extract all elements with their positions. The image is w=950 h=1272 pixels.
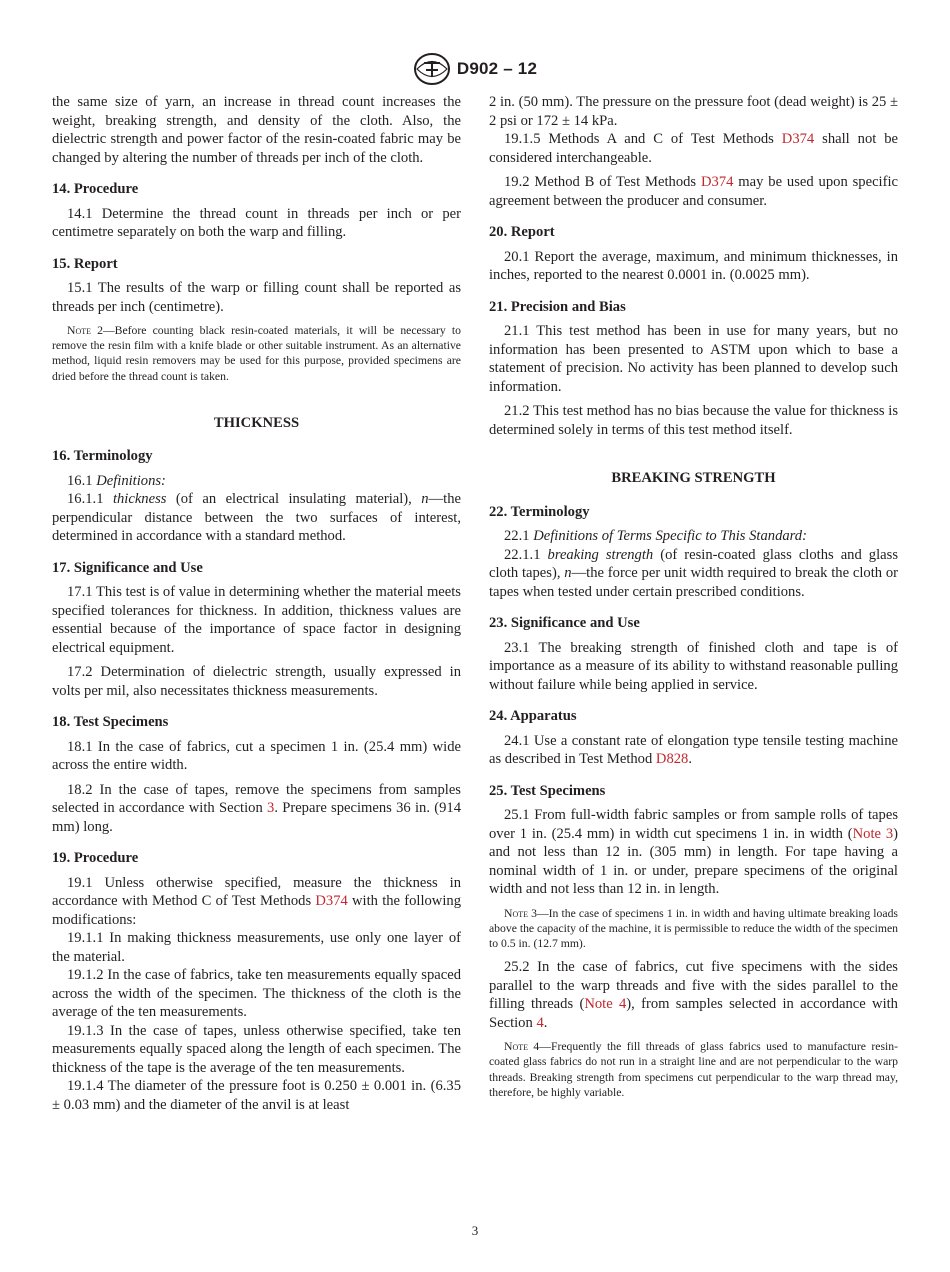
paragraph-text: may be used upon specific agreement between the producer and consumer. [489, 174, 898, 209]
note-2-label: Note 2 [67, 324, 103, 337]
paragraph-text: shall not be considered interchangeable. [489, 131, 899, 166]
paragraph-number: 16.1 [67, 472, 97, 489]
heading-14-procedure: 14. Procedure [52, 181, 139, 197]
paragraph-number: 22.1 [504, 528, 534, 544]
note-2 [52, 323, 461, 384]
d828-link[interactable]: D828 [655, 751, 689, 767]
paragraph-15-1: 15.1 The results of the warp or filling count shall be reported as threads per inch (centimetre). [52, 280, 461, 315]
paragraph-25-2 [489, 958, 898, 1032]
continued-paragraph: 2 in. (50 mm). The pressure on the pressure foot (dead weight) is 25 ± 2 psi or 172 ± 14 kPa. [489, 94, 898, 129]
astm-logo-icon [413, 52, 451, 86]
term-noun-marker: n [564, 565, 572, 581]
note-4-link[interactable]: Note 4 [584, 996, 627, 1013]
paragraph-text: . [543, 1014, 548, 1031]
heading-18-test-specimens: 18. Test Specimens [52, 714, 169, 731]
paragraph-19-1-2: 19.1.2 In the case of fabrics, take ten measurements equally spaced across the width of the specimen. The thickness of the cloth is the average of the ten measurements. [52, 967, 461, 1021]
document-designation: D902 – 12 [456, 59, 538, 78]
paragraph-text: . Prepare specimens 36 in. (914 mm) long. [52, 800, 461, 835]
paragraph-14-1: 14.1 Determine the thread count in threads per inch or per centimetre separately on both the warp and filling. [52, 205, 461, 240]
paragraph-16-1-1 [52, 490, 461, 546]
d374-link[interactable]: D374 [315, 893, 348, 910]
paragraph-19-1-1: 19.1.1 In making thickness measurements, use only one layer of the material. [52, 930, 461, 965]
page-number: 3 [471, 1223, 479, 1238]
paragraph-text: 19.1.5 Methods A and C of Test Methods [504, 131, 782, 147]
term-definition: —the perpendicular distance between the two surfaces of interest, determined in accordance with a standard method. [52, 491, 462, 545]
term-separator: , [408, 491, 422, 508]
term-qualifier: (of resin-coated glass cloths and glass cloth tapes) [489, 546, 898, 581]
paragraph-text: . [688, 751, 693, 767]
paragraph-17-2: 17.2 Determination of dielectric strength, usually expressed in volts per mil, also necessitates thickness measurements. [52, 664, 461, 699]
paragraph-19-1-4: 19.1.4 The diameter of the pressure foot is 0.250 ± 0.001 in. (6.35 ± 0.03 mm) and the diameter of the anvil is at least [52, 1078, 461, 1113]
paragraph-18-1: 18.1 In the case of fabrics, cut a specimen 1 in. (25.4 mm) wide across the entire width. [52, 738, 461, 774]
d374-link[interactable]: D374 [781, 131, 815, 147]
paragraph-text: 19.2 Method B of Test Methods [504, 174, 701, 190]
paragraph-text: 19.1 Unless otherwise specified, measure the thickness in accordance with Method C of Test Methods [52, 874, 461, 910]
heading-21-precision: 21. Precision and Bias [489, 298, 626, 315]
paragraph-17-1: 17.1 This test is of value in determining whether the material meets specified tolerances for thickness. In addition, thickness values are essential because of the importance of space factor in designing electrical equipment. [52, 584, 461, 656]
note-4-label: Note 4 [504, 1040, 540, 1054]
note-4-text: —Frequently the fill threads of glass fabrics used to manufacture resin-coated glass fabrics do not run in a straight line and are not perpendicular to the warp threads. Breaking strength from specimens cut perpendicular to the warp thread may, therefore, be highly variable. [489, 1040, 898, 1099]
paragraph-19-1-3: 19.1.3 In the case of tapes, unless otherwise specified, take ten measurements equally spaced along the length of each specimen. The thickness of the tape is the average of the ten measurements. [52, 1022, 461, 1076]
paragraph-21-1: 21.1 This test method has been in use for many years, but no information has been presented to ASTM upon which to base a statement of precision. No activity has been planned to develop such information. [489, 323, 898, 395]
paragraph-text: 18.2 In the case of tapes, remove the specimens from samples selected in accordance with Section [52, 781, 461, 817]
heading-17-significance: 17. Significance and Use [52, 559, 203, 576]
heading-20-report: 20. Report [489, 224, 555, 240]
section-4-link[interactable]: 4 [536, 1014, 544, 1031]
term-breaking-strength: breaking strength [547, 546, 654, 563]
paragraph-25-1 [489, 806, 898, 899]
note-3-label: Note 3 [504, 906, 537, 920]
heading-24-apparatus: 24. Apparatus [489, 708, 577, 724]
paragraph-24-1 [489, 732, 898, 769]
heading-16-terminology: 16. Terminology [52, 448, 153, 465]
right-column [489, 93, 898, 1107]
paragraph-22-1-1 [489, 546, 898, 602]
definitions-label: Definitions of Terms Specific to This Standard: [533, 528, 807, 544]
left-column [52, 93, 461, 1114]
term-noun-marker: n [421, 491, 429, 508]
paragraph-23-1: 23.1 The breaking strength of finished cloth and tape is of importance as a measure of its ability to withstand reasonable pulling without failure while being applied in service. [489, 639, 898, 693]
heading-23-significance: 23. Significance and Use [489, 615, 640, 631]
paragraph-20-1: 20.1 Report the average, maximum, and minimum thicknesses, in inches, reported to the nearest 0.0001 in. (0.0025 mm). [489, 248, 898, 283]
term-thickness: thickness [112, 491, 167, 508]
section-3-link[interactable]: 3 [267, 800, 275, 817]
paragraph-18-2 [52, 781, 461, 837]
heading-22-terminology: 22. Terminology [489, 503, 590, 520]
note-4 [489, 1039, 898, 1100]
note-2-text: —Before counting black resin-coated materials, it will be necessary to remove the resin film with a knife blade or other suitable instrument. As an alternative method, liquid resin removers may be used for this purpose, provided specimens are dried before the thread count is taken. [52, 324, 461, 383]
paragraph-text: ), from samples selected in accordance with Section [489, 996, 898, 1031]
paragraph-19-1-5 [489, 130, 898, 167]
heading-19-procedure: 19. Procedure [52, 850, 139, 867]
d374-link[interactable]: D374 [700, 174, 734, 190]
continued-paragraph: the same size of yarn, an increase in thread count increases the weight, breaking strength, and density of the cloth. Also, the dielectric strength and power factor of the resin-coated fabric may be changed by altering the number of threads per inch of the cloth. [52, 94, 461, 166]
note-3-text: —In the case of specimens 1 in. in width and having ultimate breaking loads above the capacity of the machine, it is permissible to reduce the width of the specimen to 0.5 in. (12.7 mm). [489, 906, 898, 950]
paragraph-19-2 [489, 173, 898, 210]
paragraph-number: 16.1.1 [67, 491, 113, 508]
heading-25-test-specimens: 25. Test Specimens [489, 782, 606, 799]
paragraph-16-1 [52, 472, 461, 491]
paragraph-text: 24.1 Use a constant rate of elongation type tensile testing machine as described in Test Method [489, 732, 898, 767]
section-title-thickness: THICKNESS [213, 414, 300, 431]
paragraph-text: 25.1 From full-width fabric samples or from sample rolls of tapes over 1 in. (25.4 mm) in width cut specimens 1 in. in width ( [489, 807, 898, 842]
page-header [0, 52, 950, 86]
paragraph-21-2: 21.2 This test method has no bias because the value for thickness is determined solely in terms of this test method itself. [489, 403, 898, 438]
paragraph-19-1 [52, 874, 461, 930]
paragraph-number: 22.1.1 [504, 546, 548, 563]
note-3 [489, 906, 898, 952]
heading-15-report: 15. Report [52, 255, 118, 272]
section-title-breaking-strength: BREAKING STRENGTH [611, 470, 776, 486]
paragraph-text: with the following modifications: [52, 893, 461, 928]
term-separator: , [556, 565, 565, 581]
paragraph-text: ) and not less than 12 in. (305 mm) in length. For tape having a nominal width of 1 in. or under, prepare specimens of the original width and not less than 12 in. in length. [489, 825, 898, 897]
term-qualifier: (of an electrical insulating material) [166, 491, 409, 508]
definitions-label: Definitions: [96, 472, 166, 489]
note-3-link[interactable]: Note 3 [852, 825, 894, 842]
paragraph-text: 25.2 In the case of fabrics, cut five specimens with the sides parallel to the warp threads and five with the sides parallel to the filling threads ( [489, 959, 898, 1013]
term-definition: —the force per unit width required to break the cloth or tapes when tested under certain prescribed conditions. [489, 565, 899, 600]
paragraph-22-1 [489, 527, 898, 546]
